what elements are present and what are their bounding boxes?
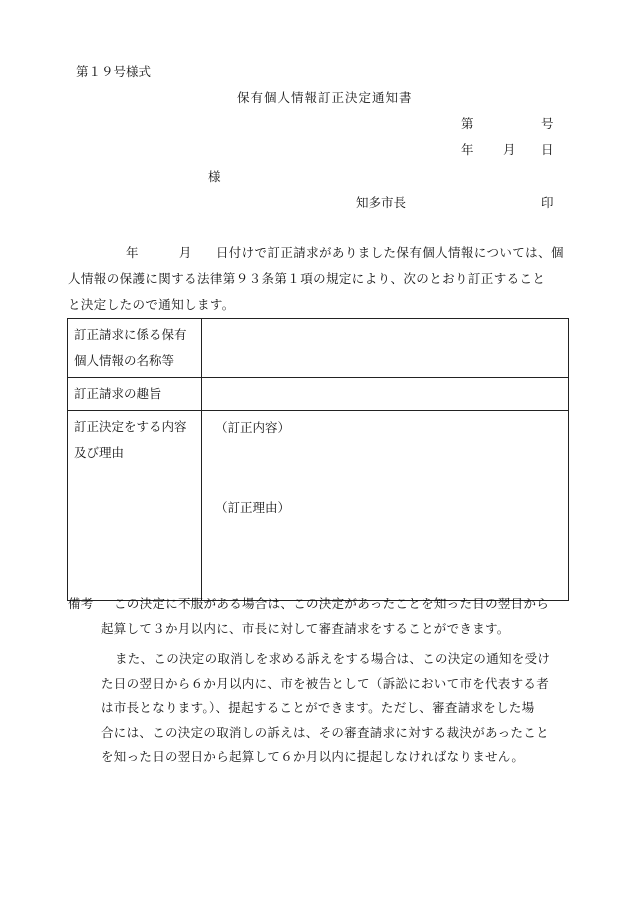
remarks-section — [68, 592, 573, 770]
remarks-line-7: を知った日の翌日から起算して６か月以内に提起しなければなりません。 — [101, 749, 525, 764]
info-name-value-cell — [202, 319, 569, 378]
date-year-label: 年 — [461, 142, 474, 157]
remarks-line-5: は市長となります。）、提起することができます。ただし、審査請求をした場 — [101, 700, 535, 715]
notice-body — [68, 240, 570, 318]
body-line-3: と決定したので通知します。 — [68, 297, 235, 312]
table-row — [68, 319, 569, 378]
date-month-label: 月 — [503, 142, 516, 157]
remarks-line-6: 合には、この決定の取消しの訴えは、その審査請求に対する裁決があったこと — [101, 724, 549, 740]
body-line-1: 年 月 日付けで訂正請求がありました保有個人情報については、個 — [126, 245, 564, 260]
remarks-label: 備考 — [68, 596, 94, 611]
document-number-suffix: 号 — [541, 116, 554, 131]
document-number-prefix: 第 — [461, 116, 474, 131]
seal-mark: 印 — [541, 195, 554, 210]
remarks-line-4: た日の翌日から６か月以内に、市を被告として（訴訟において市を代表する者 — [101, 675, 550, 691]
decision-label-cell: 訂正決定をする内容 及び理由 — [68, 411, 202, 601]
table-row — [68, 378, 569, 411]
document-title: 保有個人情報訂正決定通知書 — [237, 90, 413, 105]
request-purpose-value-cell — [202, 378, 569, 411]
remarks-line-3: また、この決定の取消しを求める訴えをする場合は、この決定の通知を受け — [115, 651, 551, 666]
addressee-suffix: 様 — [208, 169, 221, 184]
correction-reason-heading: （訂正理由） — [215, 500, 291, 515]
info-name-label-cell: 訂正請求に係る保有 個人情報の名称等 — [68, 319, 202, 378]
remarks-line-1: 備考 この決定に不服がある場合は、この決定があったことを知った日の翌日から — [68, 592, 573, 617]
date-day-label: 日 — [541, 142, 554, 157]
table-row — [68, 411, 569, 601]
form-number: 第１９号様式 — [76, 64, 152, 79]
issuer-name: 知多市長 — [356, 195, 407, 210]
correction-details-table — [67, 318, 569, 601]
correction-content-heading: （訂正内容） — [215, 420, 291, 435]
request-purpose-label-cell: 訂正請求の趣旨 — [68, 378, 202, 411]
remarks-line-2: 起算して３か月以内に、市長に対して審査請求をすることができます。 — [101, 620, 510, 636]
body-line-2: 人情報の保護に関する法律第９３条第１項の規定により、次のとおり訂正すること — [68, 271, 546, 286]
decision-value-cell — [202, 411, 569, 601]
